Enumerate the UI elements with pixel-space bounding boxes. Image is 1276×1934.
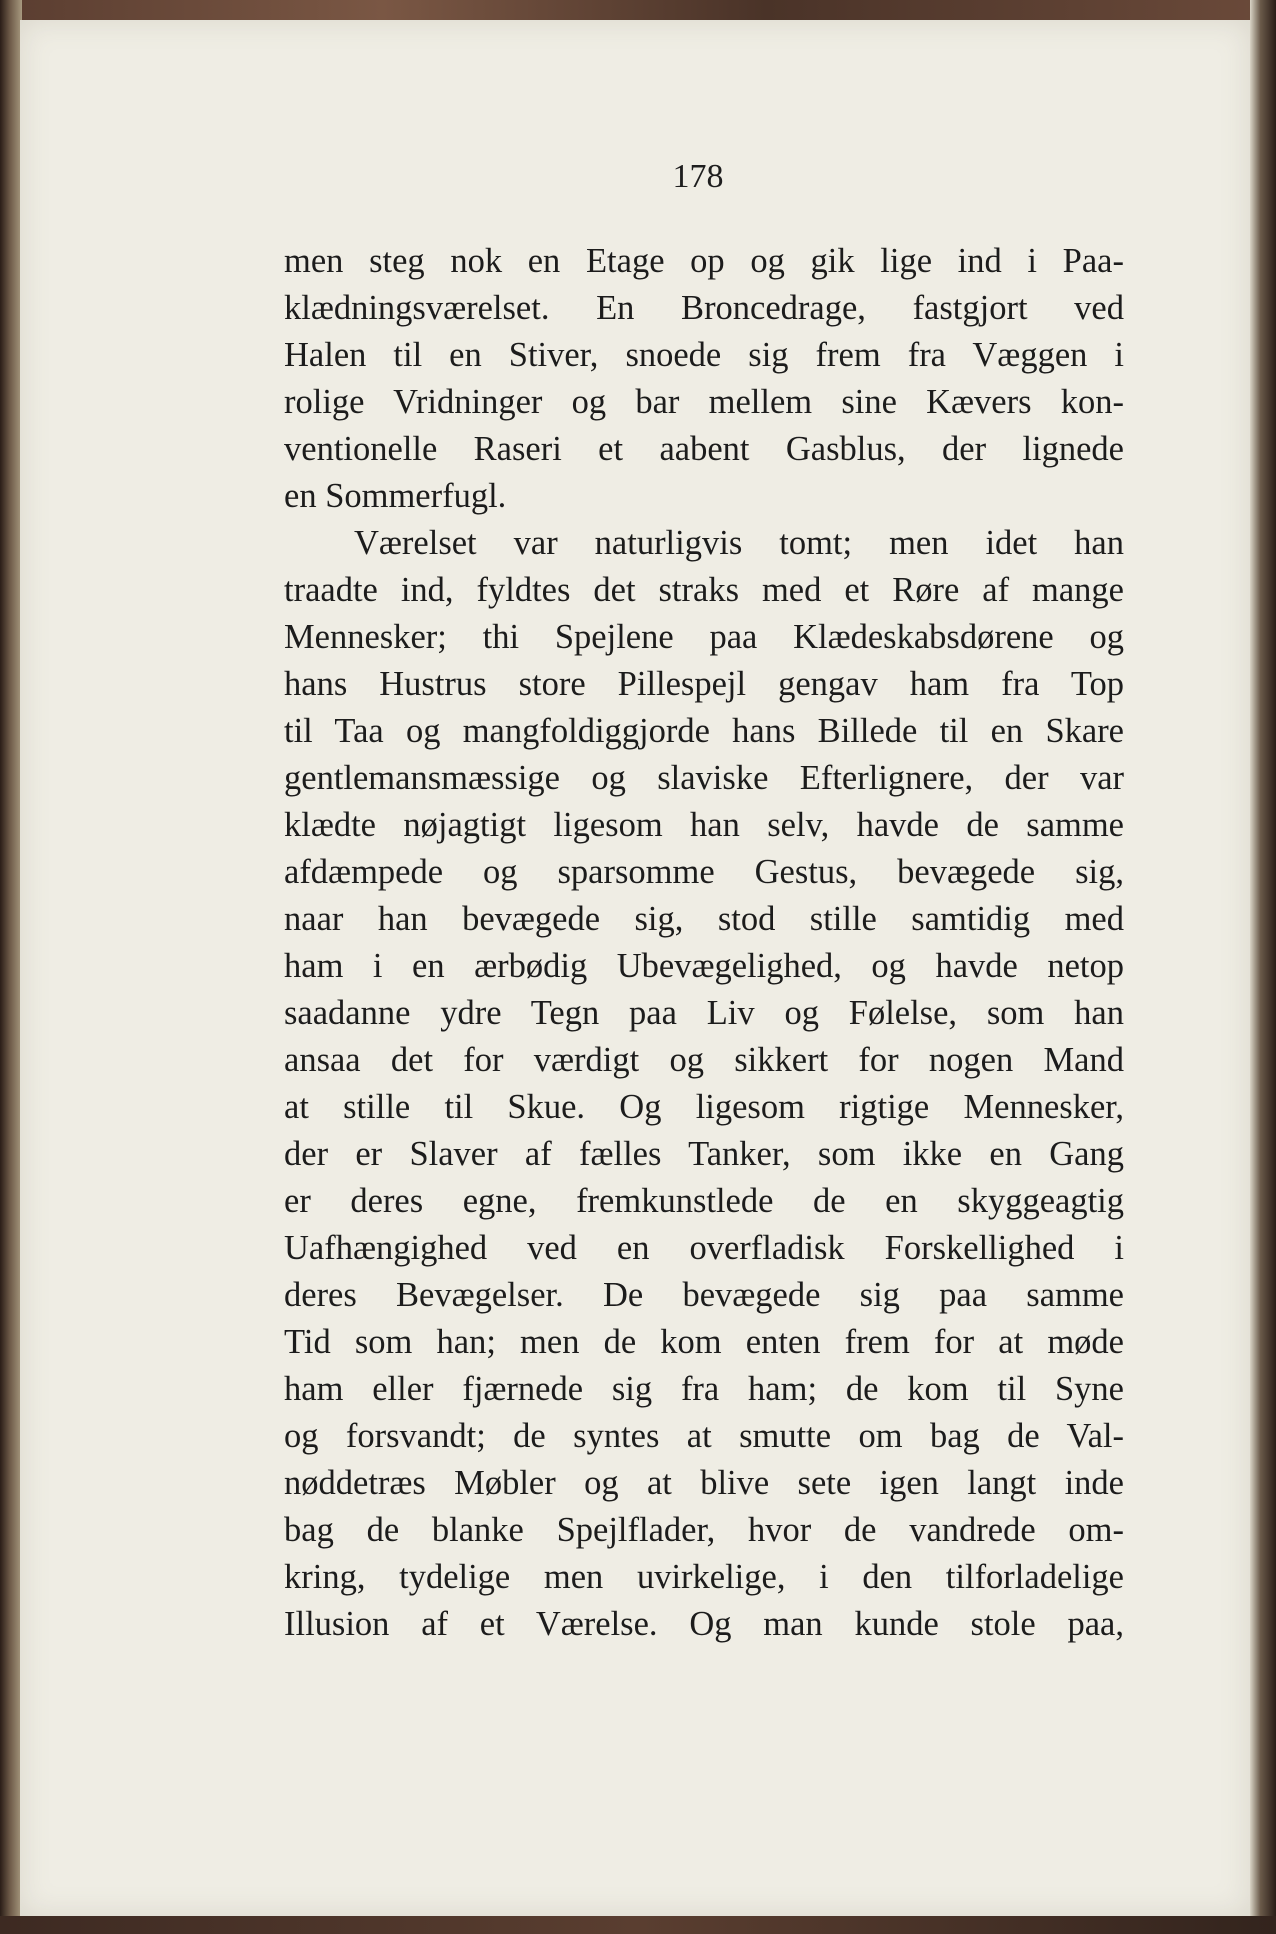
text-line: gentlemansmæssige og slaviske Efterlignere, der var: [284, 759, 1124, 797]
text-line: traadte ind, fyldtes det straks med et Røre af mange: [284, 571, 1124, 609]
text-line: rolige Vridninger og bar mellem sine Kævers kon-: [284, 383, 1124, 421]
text-line: ventionelle Raseri et aabent Gasblus, der lignede: [284, 430, 1124, 468]
binding-right-edge: [1250, 0, 1276, 1934]
text-line: nøddetræs Møbler og at blive sete igen langt inde: [284, 1464, 1124, 1502]
text-line: saadanne ydre Tegn paa Liv og Følelse, som han: [284, 994, 1124, 1032]
text-line: ham eller fjærnede sig fra ham; de kom til Syne: [284, 1370, 1124, 1408]
text-line: klædningsværelset. En Broncedrage, fastgjort ved: [284, 289, 1124, 327]
text-line: ansaa det for værdigt og sikkert for nogen Mand: [284, 1041, 1124, 1079]
text-line: Halen til en Stiver, snoede sig frem fra Væggen i: [284, 336, 1124, 374]
body-text: [284, 238, 1124, 1648]
text-line: deres Bevægelser. De bevægede sig paa samme: [284, 1276, 1124, 1314]
text-line: Tid som han; men de kom enten frem for at møde: [284, 1323, 1124, 1361]
text-line: Værelset var naturligvis tomt; men idet han: [354, 524, 1124, 562]
text-line: er deres egne, fremkunstlede de en skyggeagtig: [284, 1182, 1124, 1220]
text-line: der er Slaver af fælles Tanker, som ikke en Gang: [284, 1135, 1124, 1173]
text-line: klædte nøjagtigt ligesom han selv, havde de samme: [284, 806, 1124, 844]
text-line: kring, tydelige men uvirkelige, i den tilforladelige: [284, 1558, 1124, 1596]
binding-bottom-edge: [0, 1916, 1276, 1934]
text-line: Mennesker; thi Spejlene paa Klædeskabsdørene og: [284, 618, 1124, 656]
binding-top-edge: [0, 0, 1276, 22]
text-line: men steg nok en Etage op og gik lige ind i Paa-: [284, 242, 1124, 280]
text-line: Uafhængighed ved en overfladisk Forskellighed i: [284, 1229, 1124, 1267]
text-line: en Sommerfugl.: [284, 477, 507, 515]
text-line: afdæmpede og sparsomme Gestus, bevægede sig,: [284, 853, 1124, 891]
text-line: hans Hustrus store Pillespejl gengav ham fra Top: [284, 665, 1124, 703]
text-line: at stille til Skue. Og ligesom rigtige Mennesker,: [284, 1088, 1124, 1126]
text-line: ham i en ærbødig Ubevægelighed, og havde netop: [284, 947, 1124, 985]
text-line: til Taa og mangfoldiggjorde hans Billede til en Skare: [284, 712, 1124, 750]
text-line: bag de blanke Spejlflader, hvor de vandrede om-: [284, 1511, 1124, 1549]
page-number: 178: [672, 158, 724, 195]
text-line: og forsvandt; de syntes at smutte om bag de Val-: [284, 1417, 1124, 1455]
text-line: naar han bevægede sig, stod stille samtidig med: [284, 900, 1124, 938]
text-line: Illusion af et Værelse. Og man kunde stole paa,: [284, 1605, 1124, 1643]
binding-left-edge: [0, 0, 22, 1934]
